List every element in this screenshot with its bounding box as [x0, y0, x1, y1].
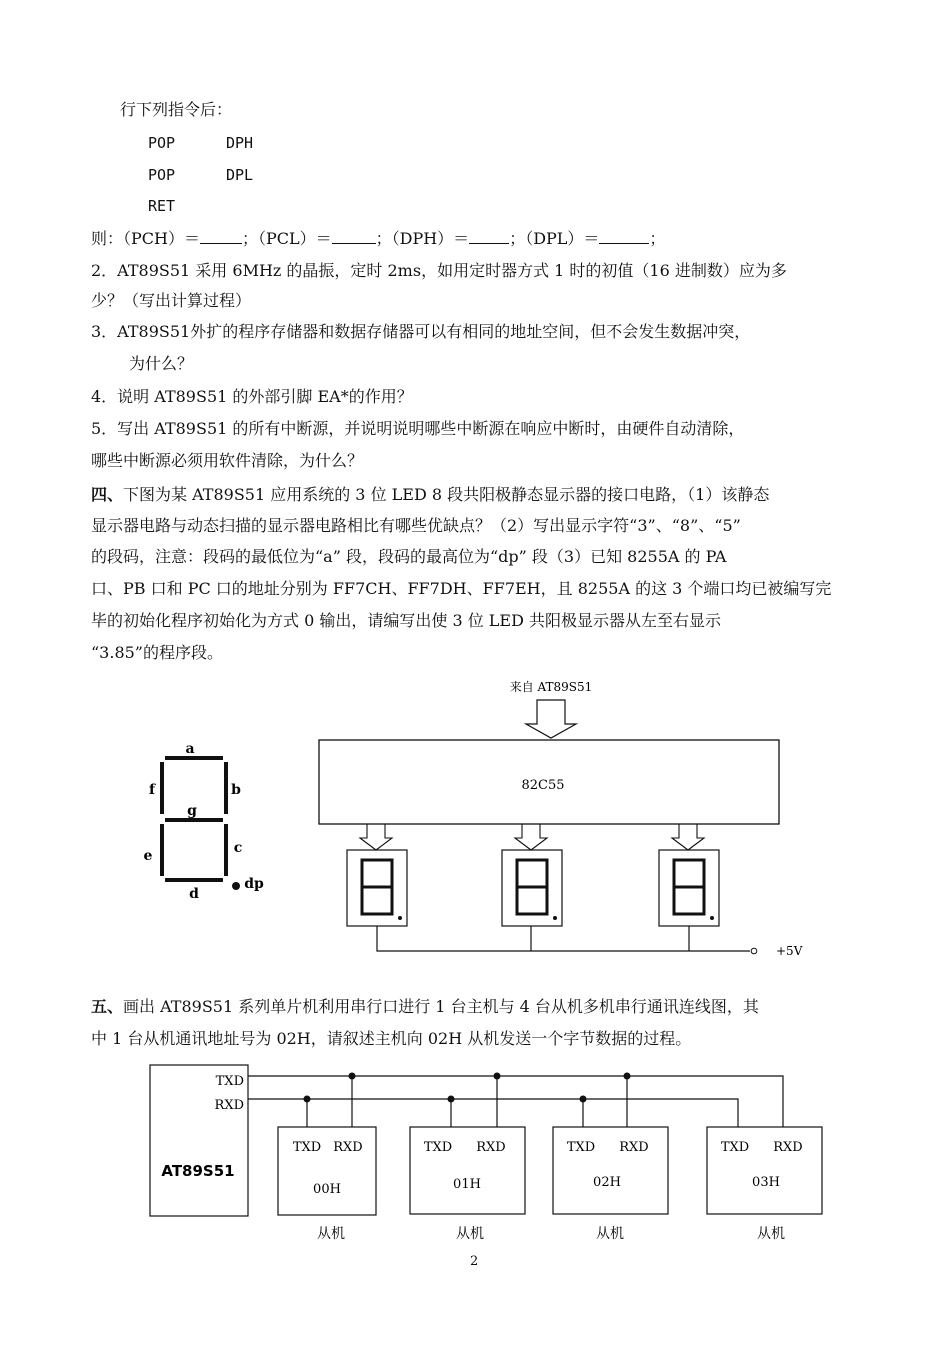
led-digit-3: [659, 850, 719, 926]
svg-text:TXD: TXD: [720, 1140, 750, 1155]
page-number: 2: [470, 1254, 479, 1269]
question-5-line2: 哪些中断源必须用软件清除，为什么？: [91, 451, 364, 470]
svg-text:从机: 从机: [456, 1226, 484, 1242]
svg-text:RXD: RXD: [476, 1140, 506, 1155]
segment-a-label: a: [185, 741, 195, 757]
section4-line5: 毕的初始化程序初始化为方式 0 输出，请编写出使 3 位 LED 共阳极显示器从左至右显示: [91, 611, 722, 630]
result-end: ；: [649, 229, 666, 248]
svg-text:02H: 02H: [593, 1175, 621, 1190]
svg-text:RXD: RXD: [773, 1140, 803, 1155]
segment-d-label: d: [189, 886, 199, 902]
input-arrow: [526, 700, 576, 738]
segment-f-label: f: [148, 782, 156, 798]
segment-g-label: g: [187, 803, 197, 819]
section4-line4: 口、PB 口和 PC 口的地址分别为 FF7CH、FF7DH、FF7EH，且 8255A 的这 3 个端口均已被编写完: [91, 579, 832, 598]
code-arg-1: DPH: [226, 134, 254, 152]
output-arrow-2: [515, 824, 547, 850]
section4-line3: 的段码，注意：段码的最低位为“a” 段，段码的最高位为“dp” 段（3）已知 8255A 的 PA: [91, 547, 727, 566]
svg-text:03H: 03H: [752, 1175, 780, 1190]
svg-text:从机: 从机: [757, 1226, 785, 1242]
section5-line1: 五、画出 AT89S51 系列单片机利用串行口进行 1 台主机与 4 台从机多机串行通讯连线图，其: [91, 997, 759, 1016]
result-prefix: 则：: [91, 229, 124, 248]
output-arrow-3: [672, 824, 704, 850]
code-arg-2: DPL: [226, 166, 254, 184]
svg-text:RXD: RXD: [619, 1140, 649, 1155]
segment-dp-label: dp: [244, 876, 264, 892]
segment-e-label: e: [143, 848, 153, 864]
chip-label: 82C55: [521, 778, 565, 793]
question-4: 4．说明 AT89S51 的外部引脚 EA*的作用？: [91, 387, 413, 406]
question-2-line1: 2．AT89S51 采用 6MHz 的晶振，定时 2ms，如用定时器方式 1 时的初值（16 进制数）应为多: [91, 261, 787, 280]
pch-label: （PCH）＝: [123, 229, 200, 248]
segment-b-label: b: [231, 782, 241, 798]
svg-text:TXD: TXD: [423, 1140, 453, 1155]
section5-heading: 五、: [91, 997, 124, 1016]
code-op-3: RET: [148, 197, 176, 215]
segment-legend: [144, 741, 264, 902]
question-3-line1: 3．AT89S51外扩的程序存储器和数据存储器可以有相同的地址空间，但不会发生数据冲突，: [91, 322, 751, 341]
svg-text:RXD: RXD: [333, 1140, 363, 1155]
section4-line6: “3.85”的程序段。: [91, 643, 223, 662]
svg-text:00H: 00H: [313, 1182, 341, 1197]
pcl-label: ；（PCL）＝: [241, 229, 332, 248]
section5-line2: 中 1 台从机通讯地址号为 02H，请叙述主机向 02H 从机发送一个字节数据的过程。: [91, 1029, 692, 1048]
code-op-2: POP: [148, 166, 176, 184]
svg-text:TXD: TXD: [292, 1140, 322, 1155]
master-rxd-label: RXD: [214, 1098, 244, 1113]
led-digit-2: [502, 850, 562, 926]
svg-text:01H: 01H: [453, 1177, 481, 1192]
question-3-line2: 为什么？: [129, 354, 194, 373]
source-label: 来自 AT89S51: [509, 680, 593, 694]
svg-text:从机: 从机: [317, 1226, 345, 1242]
master-txd-label: TXD: [215, 1074, 244, 1089]
intro-text: 行下列指令后：: [120, 100, 233, 119]
output-arrow-1: [360, 824, 392, 850]
svg-text:从机: 从机: [596, 1226, 624, 1242]
question-5-line1: 5．写出 AT89S51 的所有中断源，并说明说明哪些中断源在响应中断时，由硬件自动清除，: [91, 419, 745, 438]
section4-line2: 显示器电路与动态扫描的显示器电路相比有哪些优缺点？（2）写出显示字符“3”、“8”、“5”: [91, 516, 741, 535]
code-op-1: POP: [148, 134, 176, 152]
dph-label: ；（DPH）＝: [375, 229, 470, 248]
power-terminal: [751, 948, 757, 954]
question-2-line2: 少？（写出计算过程）: [91, 291, 252, 310]
led-digit-1: [347, 850, 407, 926]
master-label: AT89S51: [161, 1162, 235, 1180]
section4-heading: 四、: [91, 485, 124, 504]
section4-line1: 四、下图为某 AT89S51 应用系统的 3 位 LED 8 段共阳极静态显示器的接口电路，（1）该静态: [91, 485, 770, 504]
segment-c-label: c: [233, 840, 243, 856]
dpl-label: ；（DPL）＝: [509, 229, 600, 248]
power-label: +5V: [776, 944, 803, 958]
common-anode-wire: [377, 926, 750, 951]
svg-text:TXD: TXD: [566, 1140, 596, 1155]
